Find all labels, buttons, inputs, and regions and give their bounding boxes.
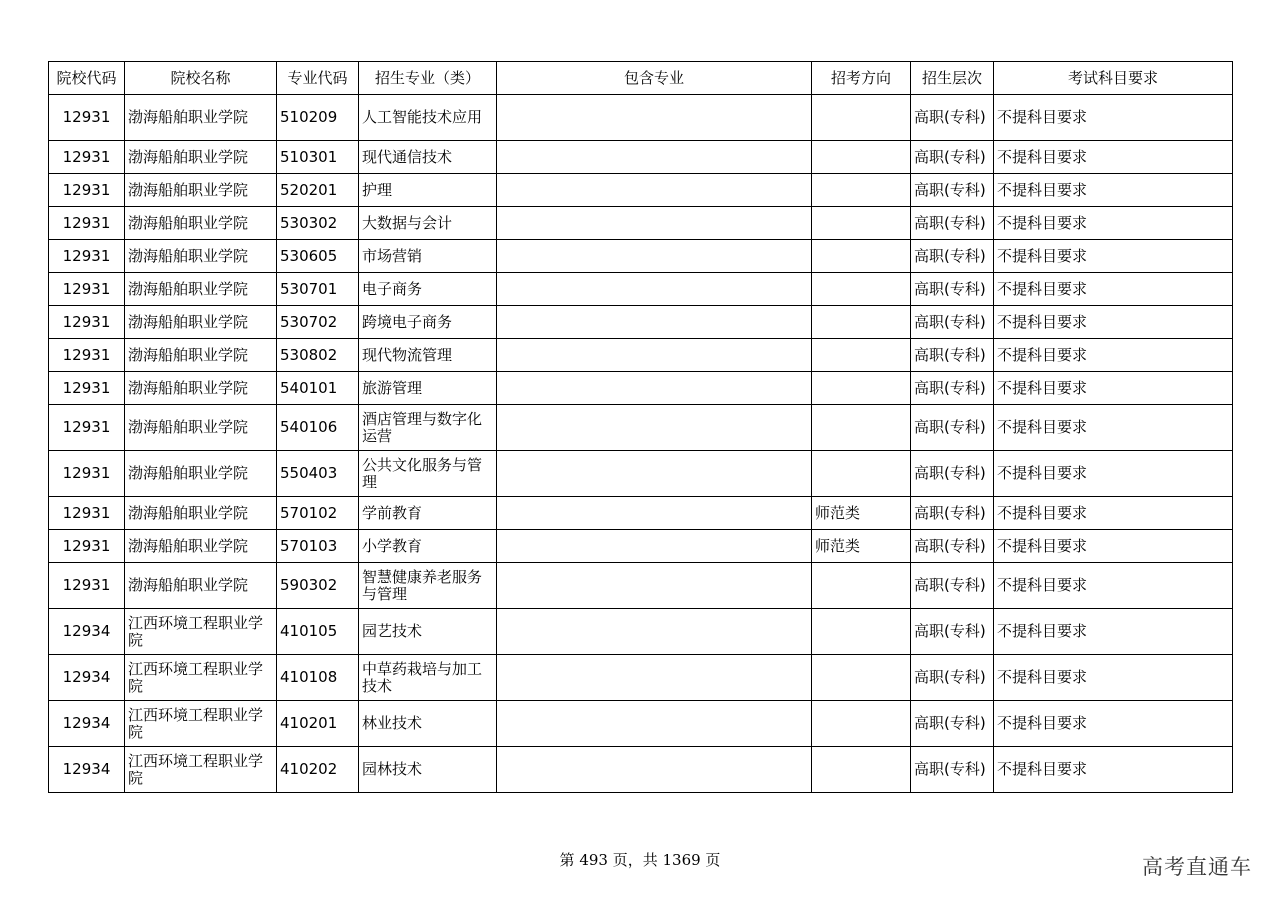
table-row xyxy=(49,747,1233,793)
cell-direction xyxy=(812,451,911,497)
cell-level: 高职(专科) xyxy=(911,240,994,273)
cell-major: 护理 xyxy=(359,174,497,207)
cell-subject-requirement: 不提科目要求 xyxy=(994,372,1233,405)
header-direction: 招考方向 xyxy=(812,62,911,95)
cell-major: 中草药栽培与加工技术 xyxy=(359,655,497,701)
cell-major: 学前教育 xyxy=(359,497,497,530)
cell-school-name: 渤海船舶职业学院 xyxy=(125,95,277,141)
cell-major-code: 530605 xyxy=(277,240,359,273)
cell-school-code: 12934 xyxy=(49,609,125,655)
header-school-name: 院校名称 xyxy=(125,62,277,95)
cell-school-name: 渤海船舶职业学院 xyxy=(125,207,277,240)
cell-major-code: 410105 xyxy=(277,609,359,655)
cell-school-name: 江西环境工程职业学院 xyxy=(125,655,277,701)
cell-major-code: 410201 xyxy=(277,701,359,747)
cell-subject-requirement: 不提科目要求 xyxy=(994,563,1233,609)
header-included-majors: 包含专业 xyxy=(497,62,812,95)
cell-subject-requirement: 不提科目要求 xyxy=(994,339,1233,372)
cell-level: 高职(专科) xyxy=(911,372,994,405)
cell-major-code: 520201 xyxy=(277,174,359,207)
cell-school-code: 12931 xyxy=(49,563,125,609)
cell-level: 高职(专科) xyxy=(911,95,994,141)
table-row xyxy=(49,207,1233,240)
cell-major: 智慧健康养老服务与管理 xyxy=(359,563,497,609)
cell-major-code: 530302 xyxy=(277,207,359,240)
cell-included-majors xyxy=(497,273,812,306)
cell-school-name: 渤海船舶职业学院 xyxy=(125,497,277,530)
table-row xyxy=(49,497,1233,530)
cell-included-majors xyxy=(497,701,812,747)
cell-school-name: 渤海船舶职业学院 xyxy=(125,530,277,563)
table-row xyxy=(49,273,1233,306)
cell-school-name: 江西环境工程职业学院 xyxy=(125,747,277,793)
cell-level: 高职(专科) xyxy=(911,655,994,701)
cell-school-code: 12931 xyxy=(49,273,125,306)
cell-school-name: 渤海船舶职业学院 xyxy=(125,405,277,451)
watermark: 高考直通车 xyxy=(1142,855,1252,879)
page-number: 第 493 页，共 1369 页 xyxy=(559,851,721,869)
table-row xyxy=(49,451,1233,497)
cell-school-code: 12934 xyxy=(49,655,125,701)
cell-major: 园艺技术 xyxy=(359,609,497,655)
cell-subject-requirement: 不提科目要求 xyxy=(994,530,1233,563)
cell-school-code: 12934 xyxy=(49,701,125,747)
cell-school-name: 渤海船舶职业学院 xyxy=(125,451,277,497)
cell-school-code: 12931 xyxy=(49,95,125,141)
cell-school-code: 12931 xyxy=(49,141,125,174)
cell-direction xyxy=(812,609,911,655)
header-subject-requirement: 考试科目要求 xyxy=(994,62,1233,95)
cell-school-name: 渤海船舶职业学院 xyxy=(125,563,277,609)
cell-subject-requirement: 不提科目要求 xyxy=(994,141,1233,174)
cell-level: 高职(专科) xyxy=(911,701,994,747)
cell-level: 高职(专科) xyxy=(911,339,994,372)
cell-school-code: 12931 xyxy=(49,306,125,339)
cell-school-code: 12931 xyxy=(49,405,125,451)
cell-major: 人工智能技术应用 xyxy=(359,95,497,141)
cell-included-majors xyxy=(497,306,812,339)
cell-included-majors xyxy=(497,174,812,207)
cell-school-name: 渤海船舶职业学院 xyxy=(125,339,277,372)
cell-major-code: 540101 xyxy=(277,372,359,405)
header-major: 招生专业（类） xyxy=(359,62,497,95)
header-level: 招生层次 xyxy=(911,62,994,95)
cell-included-majors xyxy=(497,339,812,372)
cell-school-code: 12931 xyxy=(49,497,125,530)
cell-direction xyxy=(812,240,911,273)
cell-subject-requirement: 不提科目要求 xyxy=(994,497,1233,530)
cell-school-code: 12931 xyxy=(49,207,125,240)
table-row xyxy=(49,141,1233,174)
cell-major: 跨境电子商务 xyxy=(359,306,497,339)
table-row xyxy=(49,405,1233,451)
cell-major: 旅游管理 xyxy=(359,372,497,405)
cell-level: 高职(专科) xyxy=(911,451,994,497)
cell-included-majors xyxy=(497,497,812,530)
cell-included-majors xyxy=(497,141,812,174)
cell-major-code: 410108 xyxy=(277,655,359,701)
cell-major: 公共文化服务与管理 xyxy=(359,451,497,497)
table-row xyxy=(49,609,1233,655)
cell-school-code: 12931 xyxy=(49,174,125,207)
cell-direction xyxy=(812,405,911,451)
cell-major: 现代物流管理 xyxy=(359,339,497,372)
cell-school-name: 渤海船舶职业学院 xyxy=(125,174,277,207)
cell-level: 高职(专科) xyxy=(911,497,994,530)
cell-major-code: 530802 xyxy=(277,339,359,372)
table-header xyxy=(49,62,1233,95)
table-body xyxy=(49,95,1233,793)
cell-direction xyxy=(812,655,911,701)
table-row xyxy=(49,701,1233,747)
table-row xyxy=(49,174,1233,207)
cell-school-name: 江西环境工程职业学院 xyxy=(125,609,277,655)
cell-major: 现代通信技术 xyxy=(359,141,497,174)
cell-major-code: 530701 xyxy=(277,273,359,306)
cell-major-code: 510301 xyxy=(277,141,359,174)
cell-major-code: 570102 xyxy=(277,497,359,530)
cell-major-code: 510209 xyxy=(277,95,359,141)
cell-major: 林业技术 xyxy=(359,701,497,747)
enrollment-table xyxy=(48,61,1233,793)
cell-included-majors xyxy=(497,95,812,141)
cell-major-code: 540106 xyxy=(277,405,359,451)
cell-major: 小学教育 xyxy=(359,530,497,563)
cell-school-code: 12931 xyxy=(49,339,125,372)
cell-direction xyxy=(812,339,911,372)
cell-school-name: 渤海船舶职业学院 xyxy=(125,372,277,405)
cell-school-name: 渤海船舶职业学院 xyxy=(125,306,277,339)
cell-included-majors xyxy=(497,372,812,405)
cell-major-code: 410202 xyxy=(277,747,359,793)
cell-subject-requirement: 不提科目要求 xyxy=(994,207,1233,240)
cell-level: 高职(专科) xyxy=(911,563,994,609)
cell-direction xyxy=(812,174,911,207)
cell-level: 高职(专科) xyxy=(911,207,994,240)
cell-subject-requirement: 不提科目要求 xyxy=(994,273,1233,306)
table-row xyxy=(49,530,1233,563)
cell-major: 市场营销 xyxy=(359,240,497,273)
cell-school-name: 江西环境工程职业学院 xyxy=(125,701,277,747)
cell-school-name: 渤海船舶职业学院 xyxy=(125,141,277,174)
cell-level: 高职(专科) xyxy=(911,141,994,174)
cell-direction: 师范类 xyxy=(812,530,911,563)
cell-major: 酒店管理与数字化运营 xyxy=(359,405,497,451)
cell-included-majors xyxy=(497,405,812,451)
cell-direction: 师范类 xyxy=(812,497,911,530)
table-row xyxy=(49,563,1233,609)
table-row xyxy=(49,655,1233,701)
cell-level: 高职(专科) xyxy=(911,747,994,793)
cell-included-majors xyxy=(497,609,812,655)
header-row xyxy=(49,62,1233,95)
cell-included-majors xyxy=(497,655,812,701)
cell-school-name: 渤海船舶职业学院 xyxy=(125,240,277,273)
cell-direction xyxy=(812,306,911,339)
cell-subject-requirement: 不提科目要求 xyxy=(994,451,1233,497)
cell-major: 电子商务 xyxy=(359,273,497,306)
cell-subject-requirement: 不提科目要求 xyxy=(994,747,1233,793)
table-row xyxy=(49,95,1233,141)
cell-subject-requirement: 不提科目要求 xyxy=(994,306,1233,339)
cell-major: 大数据与会计 xyxy=(359,207,497,240)
cell-included-majors xyxy=(497,451,812,497)
cell-school-code: 12931 xyxy=(49,372,125,405)
cell-major-code: 590302 xyxy=(277,563,359,609)
cell-direction xyxy=(812,141,911,174)
cell-subject-requirement: 不提科目要求 xyxy=(994,701,1233,747)
cell-subject-requirement: 不提科目要求 xyxy=(994,405,1233,451)
cell-subject-requirement: 不提科目要求 xyxy=(994,240,1233,273)
cell-major-code: 550403 xyxy=(277,451,359,497)
cell-level: 高职(专科) xyxy=(911,174,994,207)
cell-level: 高职(专科) xyxy=(911,306,994,339)
cell-direction xyxy=(812,563,911,609)
cell-level: 高职(专科) xyxy=(911,273,994,306)
cell-included-majors xyxy=(497,563,812,609)
header-major-code: 专业代码 xyxy=(277,62,359,95)
cell-direction xyxy=(812,701,911,747)
cell-level: 高职(专科) xyxy=(911,405,994,451)
cell-subject-requirement: 不提科目要求 xyxy=(994,95,1233,141)
cell-direction xyxy=(812,273,911,306)
cell-subject-requirement: 不提科目要求 xyxy=(994,174,1233,207)
cell-included-majors xyxy=(497,207,812,240)
cell-school-code: 12934 xyxy=(49,747,125,793)
cell-level: 高职(专科) xyxy=(911,530,994,563)
cell-included-majors xyxy=(497,240,812,273)
cell-school-code: 12931 xyxy=(49,240,125,273)
cell-subject-requirement: 不提科目要求 xyxy=(994,609,1233,655)
cell-subject-requirement: 不提科目要求 xyxy=(994,655,1233,701)
cell-direction xyxy=(812,747,911,793)
cell-school-name: 渤海船舶职业学院 xyxy=(125,273,277,306)
table-row xyxy=(49,306,1233,339)
cell-direction xyxy=(812,95,911,141)
table-row xyxy=(49,339,1233,372)
cell-level: 高职(专科) xyxy=(911,609,994,655)
cell-included-majors xyxy=(497,747,812,793)
cell-major-code: 530702 xyxy=(277,306,359,339)
table-row xyxy=(49,240,1233,273)
cell-direction xyxy=(812,207,911,240)
cell-major-code: 570103 xyxy=(277,530,359,563)
cell-direction xyxy=(812,372,911,405)
cell-included-majors xyxy=(497,530,812,563)
cell-major: 园林技术 xyxy=(359,747,497,793)
header-school-code: 院校代码 xyxy=(49,62,125,95)
table-row xyxy=(49,372,1233,405)
cell-school-code: 12931 xyxy=(49,530,125,563)
cell-school-code: 12931 xyxy=(49,451,125,497)
